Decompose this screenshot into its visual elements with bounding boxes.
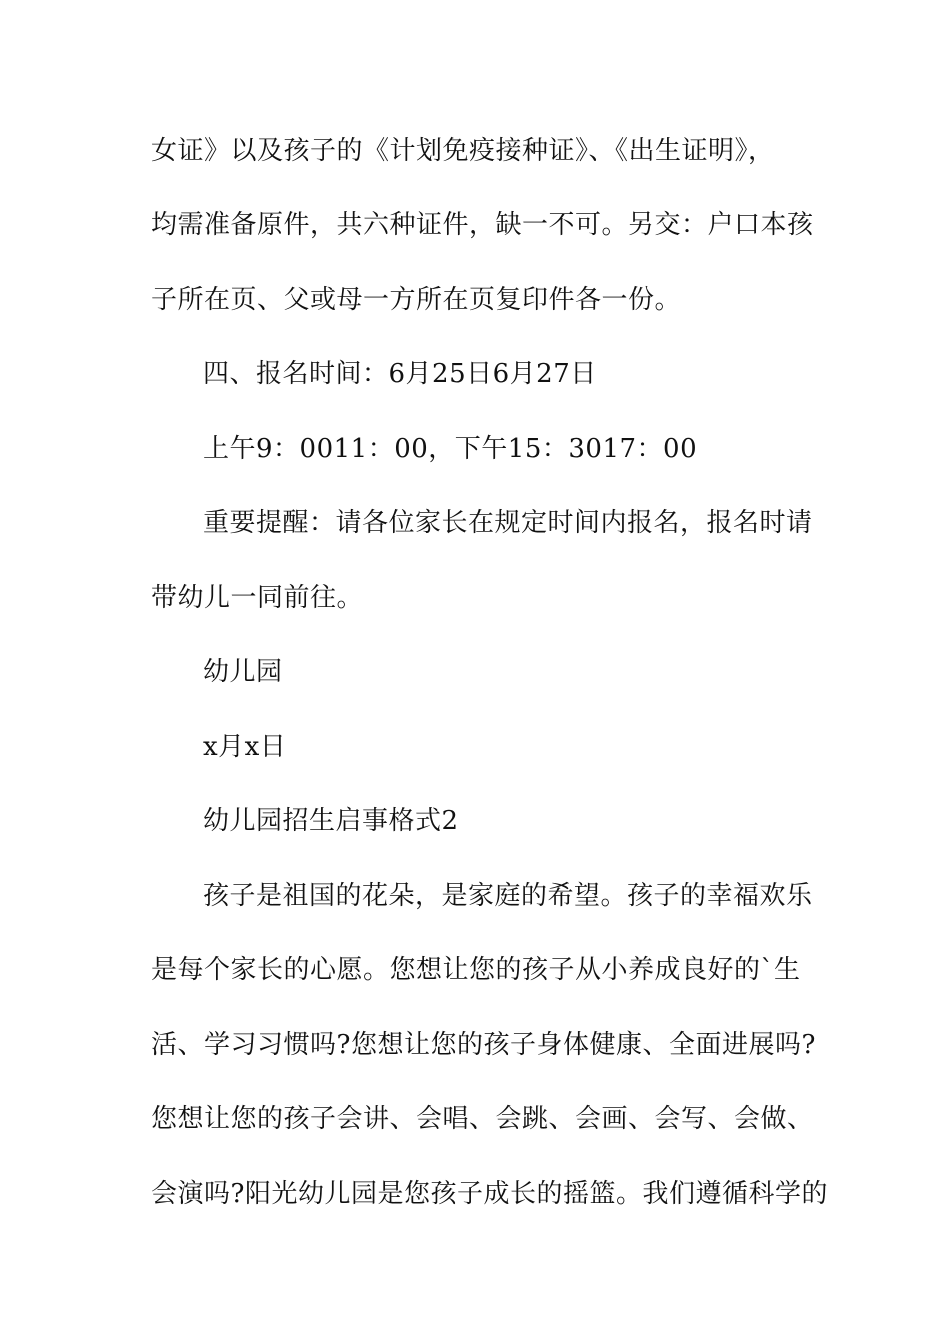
- body-text-line: 活、学习习惯吗?您想让您的孩子身体健康、全面进展吗?: [151, 1030, 816, 1060]
- body-text-line: 均需准备原件，共六种证件，缺一不可。另交：户口本孩: [151, 210, 814, 240]
- signature-date: x月x日: [203, 732, 287, 762]
- body-text-line: 孩子是祖国的花朵，是家庭的希望。孩子的幸福欢乐: [203, 881, 813, 911]
- reminder-line: 重要提醒：请各位家长在规定时间内报名，报名时请: [203, 508, 813, 538]
- body-text-line: 您想让您的孩子会讲、会唱、会跳、会画、会写、会做、: [151, 1104, 814, 1134]
- registration-time-line: 四、报名时间：6月25日6月27日: [203, 359, 597, 389]
- section-heading: 幼儿园招生启事格式2: [203, 806, 459, 836]
- body-text-line: 子所在页、父或母一方所在页复印件各一份。: [151, 285, 682, 315]
- signature-organization: 幼儿园: [203, 657, 283, 687]
- body-text-line: 女证》以及孩子的《计划免疫接种证》、《出生证明》，: [151, 136, 775, 166]
- body-text-line: 带幼儿一同前往。: [151, 583, 364, 613]
- body-text-line: 是每个家长的心愿。您想让您的孩子从小养成良好的`生: [151, 955, 801, 985]
- registration-hours-line: 上午9：0011：00，下午15：3017：00: [203, 434, 698, 464]
- body-text-line: 会演吗?阳光幼儿园是您孩子成长的摇篮。我们遵循科学的: [151, 1179, 828, 1209]
